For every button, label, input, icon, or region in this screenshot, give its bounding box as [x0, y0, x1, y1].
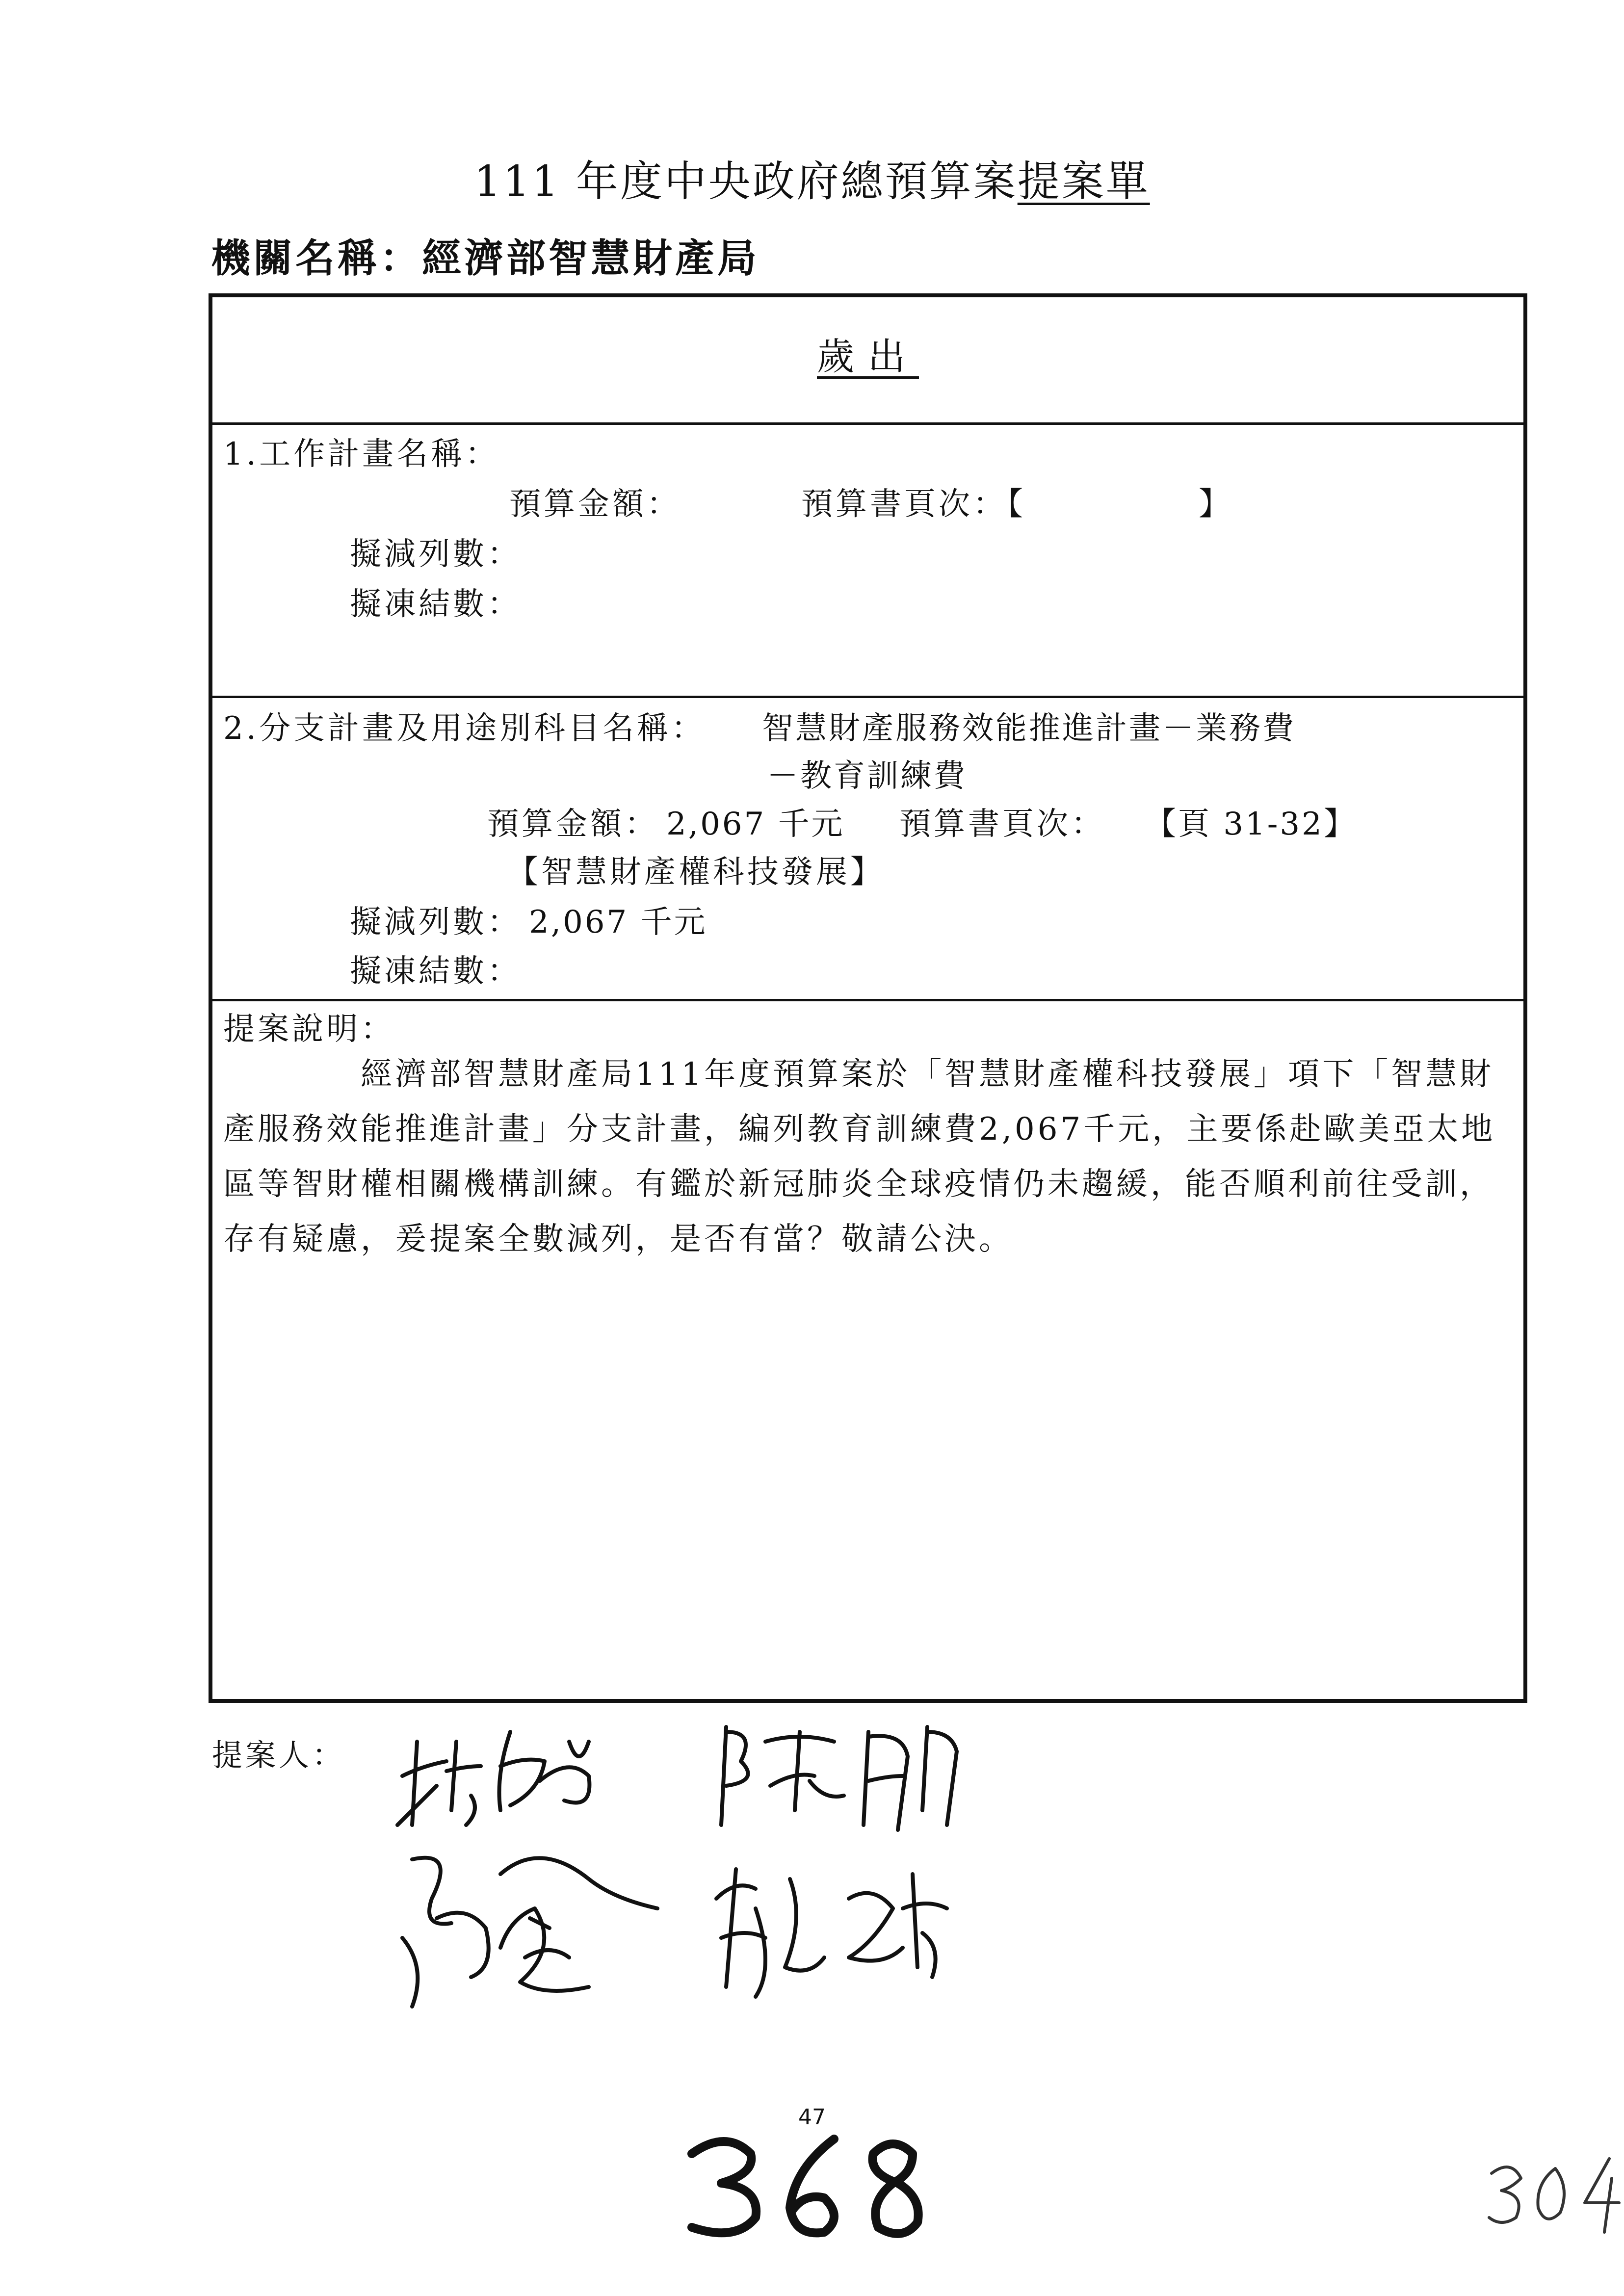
- handwritten-page-stamp: [677, 2124, 932, 2247]
- item2-budget-page-label: 預算書頁次：: [899, 806, 1105, 842]
- document-title: [0, 147, 1624, 208]
- item1-budget-amount-label: 預算金額：: [509, 486, 681, 522]
- agency-label: 機關名稱：: [211, 235, 422, 281]
- signature-3: [402, 1858, 657, 2007]
- title-suffix: 提案單: [1017, 157, 1150, 206]
- item1-budget-page-close: 】: [1199, 486, 1233, 522]
- agency-line: [211, 227, 760, 283]
- explanation-text: 經濟部智慧財產局111年度預算案於「智慧財產權科技發展」項下「智慧財產服務效能推進計畫」分支計畫，編列教育訓練費2,067千元，主要係赴歐美亞太地區等智財權相關機構訓練。有鑑於新冠肺炎全球疫情仍未趨緩，能否順利前往受訓，存有疑慮，爰提案全數減列，是否有當？敬請公決。: [223, 1056, 1496, 1257]
- handwritten-page-stamp-2: [1482, 2149, 1624, 2237]
- explanation-label: 提案說明：: [223, 1011, 395, 1047]
- item1-proposed-freeze-label: 擬凍結數：: [350, 586, 522, 623]
- item2-budget-page-value: 【頁 31-32】: [1145, 806, 1357, 842]
- title-prefix: 111 年度中央政府總預算案: [474, 157, 1018, 206]
- divider-3: [212, 999, 1523, 1001]
- signature-4: [716, 1869, 947, 1997]
- divider-2: [212, 696, 1523, 698]
- signers-label: 提案人：: [212, 1737, 346, 1773]
- divider-1: [212, 422, 1523, 425]
- item2-name-line1: 智慧財產服務效能推進計畫－業務費: [762, 710, 1296, 747]
- item2-name-line2: －教育訓練費: [767, 758, 967, 794]
- handwritten-signatures: [383, 1712, 1119, 2065]
- item2-proposed-cut-label: 擬減列數：: [350, 904, 522, 940]
- item1-label: 1.工作計畫名稱：: [223, 436, 500, 472]
- item2-budget-amount-label: 預算金額：: [487, 806, 659, 842]
- signature-2: [721, 1727, 957, 1830]
- item1-proposed-cut-label: 擬減列數：: [350, 536, 522, 573]
- item2-proposed-cut-value: 2,067 千元: [529, 904, 707, 940]
- proposal-form: [209, 293, 1527, 1703]
- section-header: 歲出: [817, 335, 919, 378]
- item2-budget-amount-value: 2,067 千元: [666, 806, 845, 842]
- item1-budget-page-label: 預算書頁次：【: [801, 486, 1026, 522]
- agency-name: 經濟部智慧財產局: [422, 235, 760, 281]
- signature-1: [397, 1732, 589, 1825]
- item2-label: 2.分支計畫及用途別科目名稱：: [223, 710, 706, 747]
- page-number: 47: [798, 2105, 826, 2130]
- item2-program-name: 【智慧財產權科技發展】: [507, 854, 885, 890]
- item2-proposed-freeze-label: 擬凍結數：: [350, 953, 522, 990]
